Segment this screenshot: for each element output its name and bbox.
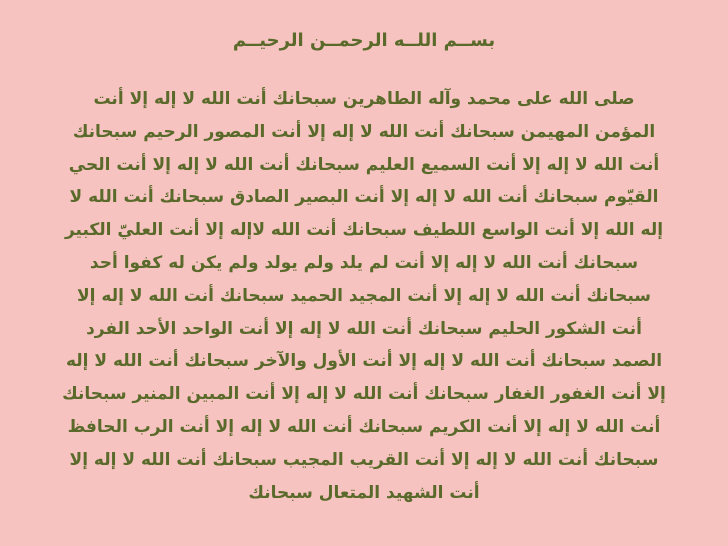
text-line-11: أنت الله لا إله إلا أنت الكريم سبحانك أنت الله لا إله إلا أنت الرب الحافظ	[67, 416, 661, 437]
text-line-6: سبحانك أنت الله لا إله إلا أنت لم يلد ولم يولد ولم يكن له كفوا أحد	[89, 252, 639, 273]
text-line-4: القيّوم سبحانك أنت الله لا إله إلا أنت البصير الصادق سبحانك أنت الله لا	[69, 187, 659, 208]
text-line-7: سبحانك أنت الله لا إله إلا أنت المجيد الحميد سبحانك أنت الله لا إله إلا	[77, 285, 651, 306]
text-line-2: المؤمن المهيمن سبحانك أنت الله لا إله إلا أنت المصور الرحيم سبحانك	[72, 121, 656, 142]
slide-title: بســم اللــه الرحمــن الرحيــم	[232, 30, 496, 51]
text-line-9: الصمد سبحانك أنت الله لا إله إلا أنت الأول والآخر سبحانك أنت الله لا إله	[65, 351, 663, 372]
text-line-10: إلا أنت الغفور الغفار سبحانك أنت الله لا إله إلا أنت المبين المنير سبحانك	[62, 384, 666, 405]
text-line-3: أنت الله لا إله إلا أنت السميع العليم سبحانك أنت الله لا إله إلا أنت الحي	[68, 154, 660, 175]
text-line-5: إله الله إلا أنت الواسع اللطيف سبحانك أنت الله لاإله إلا أنت العليّ الكبير	[64, 220, 664, 241]
text-line-12: سبحانك أنت الله لا إله إلا أنت القريب المجيب سبحانك أنت الله لا إله إلا	[69, 449, 659, 470]
text-line-1: صلى الله على محمد وآله الطاهرين سبحانك أنت الله لا إله إلا أنت	[93, 89, 635, 109]
text-line-8: أنت الشكور الحليم سبحانك أنت الله لا إله إلا أنت الواحد الأحد الفرد	[86, 318, 642, 339]
text-line-13: أنت الشهيد المتعال سبحانك	[248, 482, 480, 503]
prayer-text	[44, 83, 684, 509]
